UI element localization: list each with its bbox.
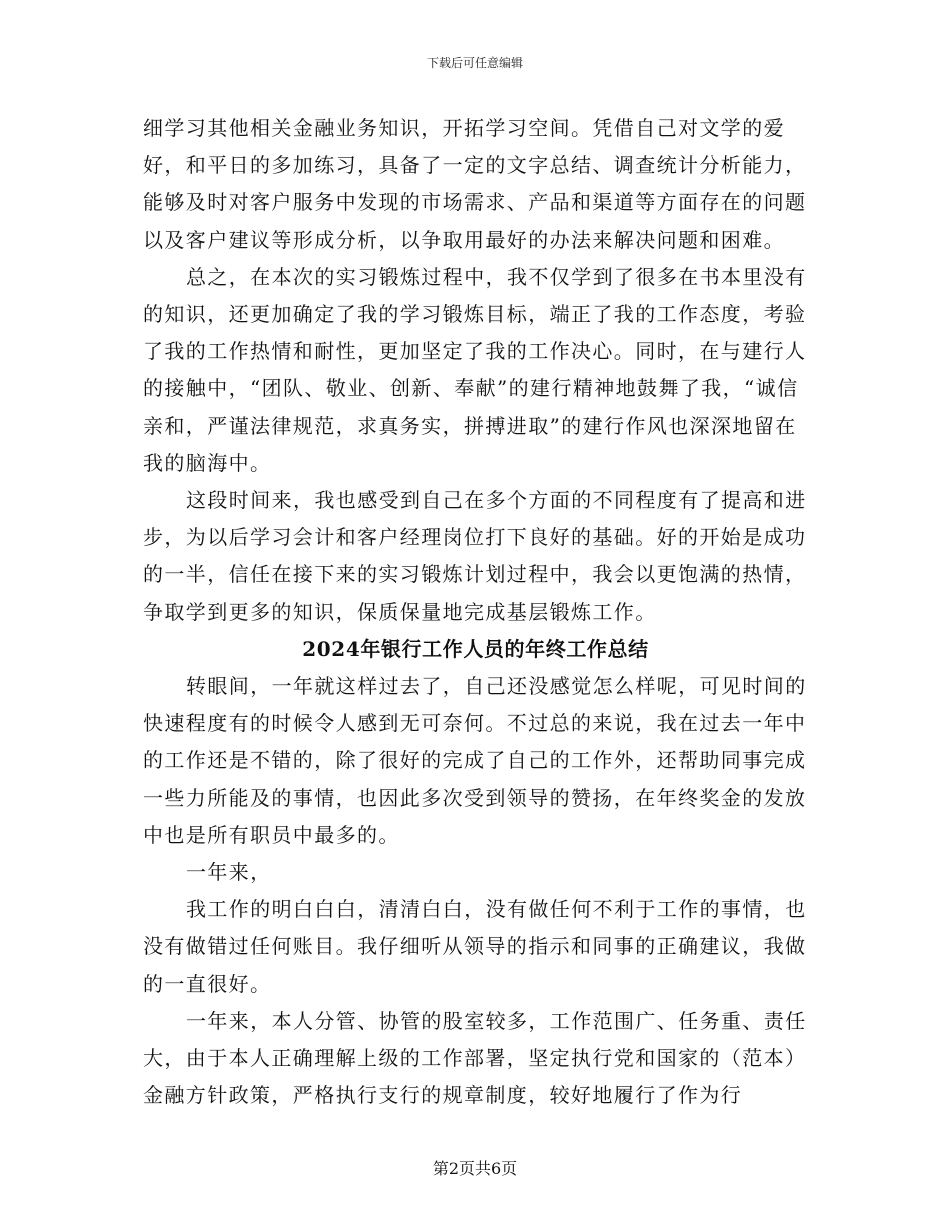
section-heading: 2024年银行工作人员的年终工作总结 xyxy=(302,636,649,661)
page-footer: 第2页共6页 xyxy=(432,1159,518,1178)
paragraph-4: 转眼间，一年就这样过去了，自己还没感觉怎么样呢，可见时间的快速程度有的时候令人感到无可奈何。不过总的来说，我在过去一年中的工作还是不错的，除了很好的完成了自己的工作外，还帮助同事完成一些力所能及的事情，也因此多次受到领导的赞扬，在年终奖金的发放中也是所有职员中最多的。 xyxy=(143,674,807,847)
paragraph-7: 一年来，本人分管、协管的股室较多，工作范围广、任务重、责任大，由于本人正确理解上级的工作部署，坚定执行党和国家的（范本）金融方针政策，严格执行支行的规章制度，较好地履行了作为行 xyxy=(143,1008,807,1108)
paragraph-3: 这段时间来，我也感受到自己在多个方面的不同程度有了提高和进步，为以后学习会计和客户经理岗位打下良好的基础。好的开始是成功的一半，信任在接下来的实习锻炼计划过程中，我会以更饱满的热情，争取学到更多的知识，保质保量地完成基层锻炼工作。 xyxy=(143,488,807,624)
paragraph-6: 我工作的明白白白，清清白白，没有做任何不利于工作的事情，也没有做错过任何账目。我仔细听从领导的指示和同事的正确建议，我做的一直很好。 xyxy=(143,897,807,996)
paragraph-5: 一年来， xyxy=(186,860,272,885)
document-body xyxy=(143,110,808,1114)
paragraph-2: 总之，在本次的实习锻炼过程中，我不仅学到了很多在书本里没有的知识，还更加确定了我的学习锻炼目标，端正了我的工作态度，考验了我的工作热情和耐性，更加坚定了我的工作决心。同时，在与建行人的接触中，“团队、敬业、创新、奉献”的建行精神地鼓舞了我，“诚信亲和，严谨法律规范，求真务实，拼搏进取”的建行作风也深深地留在我的脑海中。 xyxy=(143,264,807,475)
paragraph-1: 细学习其他相关金融业务知识，开拓学习空间。凭借自己对文学的爱好，和平日的多加练习，具备了一定的文字总结、调查统计分析能力，能够及时对客户服务中发现的市场需求、产品和渠道等方面存在的问题以及客户建议等形成分析，以争取用最好的办法来解决问题和困难。 xyxy=(143,116,807,252)
page-header: 下载后可任意编辑 xyxy=(426,56,523,70)
